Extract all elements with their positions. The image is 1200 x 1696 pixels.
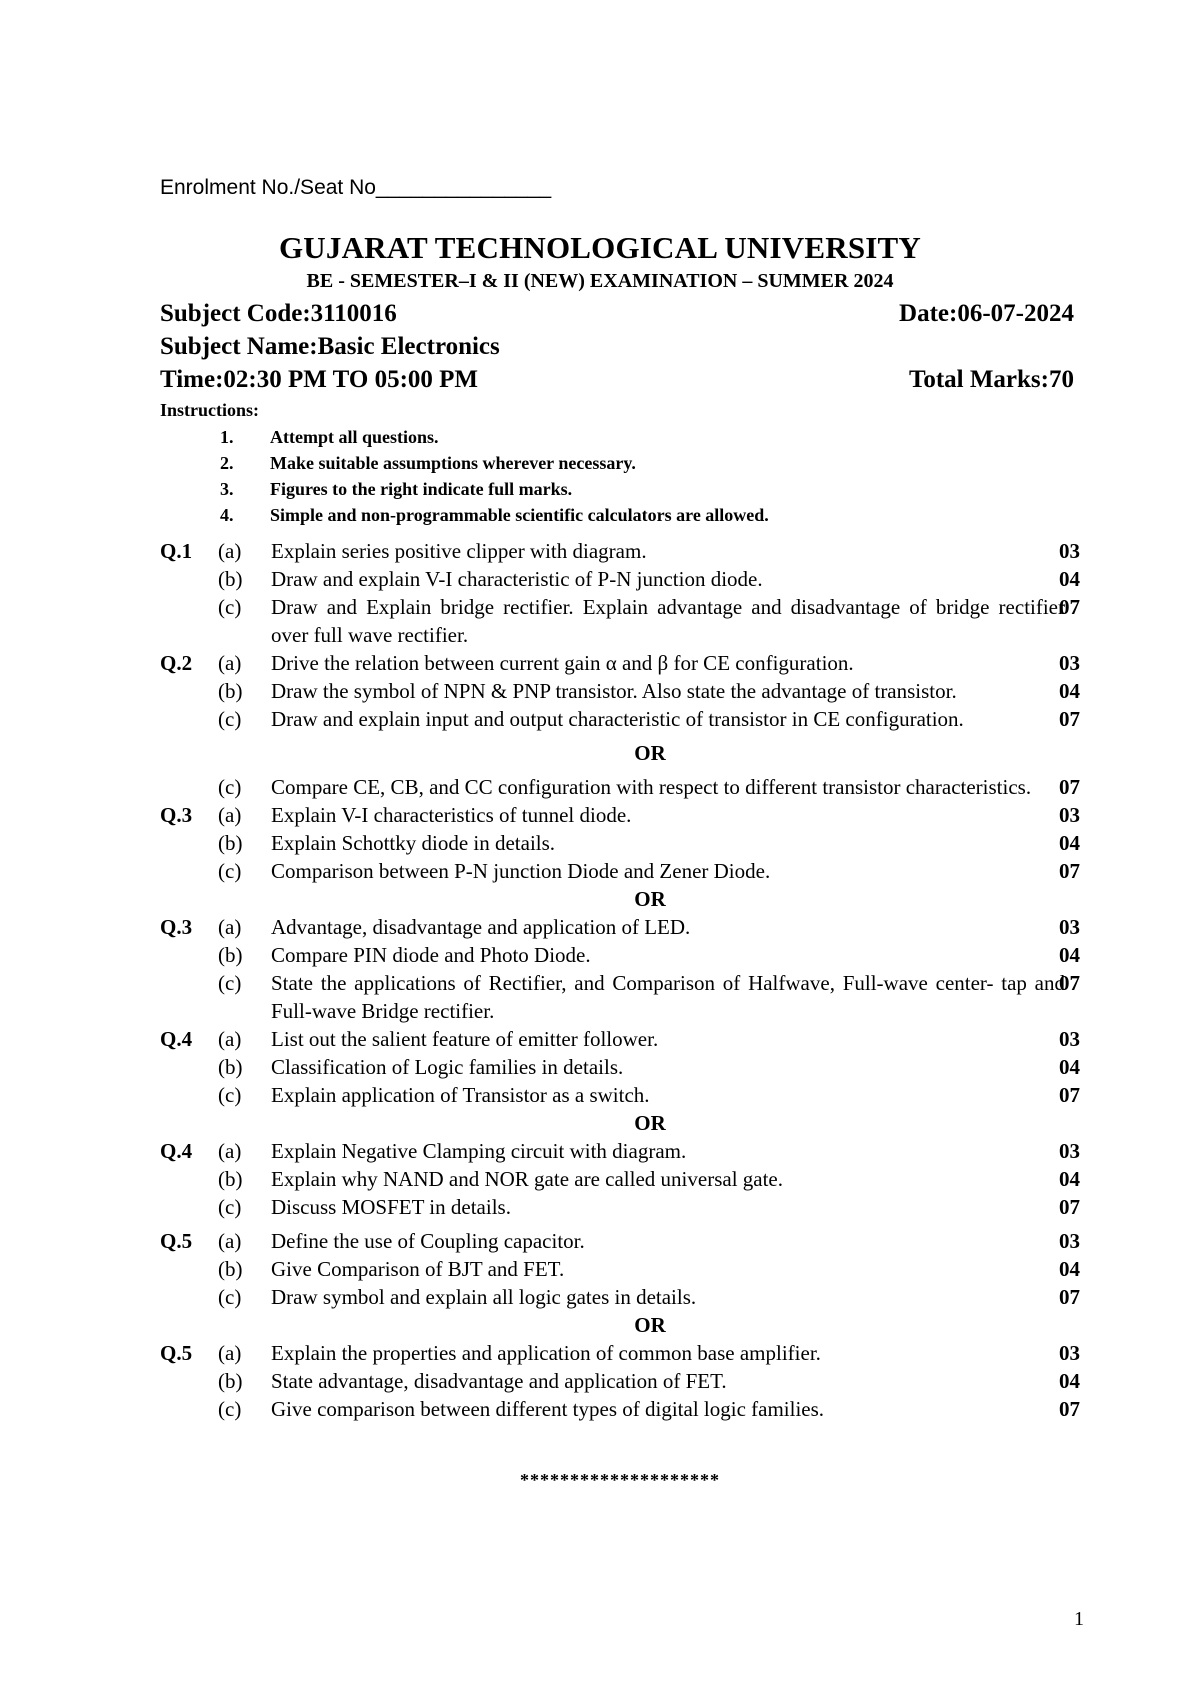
question-marks: 04 xyxy=(1059,943,1080,967)
questions-section xyxy=(160,537,1080,1423)
question-text: Explain series positive clipper with diagram. xyxy=(271,539,647,563)
question-number: Q.3 xyxy=(160,915,193,939)
or-separator: OR xyxy=(634,1111,666,1135)
question-part: (a) xyxy=(218,1341,242,1365)
instructions-title: Instructions: xyxy=(160,400,260,420)
end-of-paper-stars: ******************** xyxy=(520,1470,720,1490)
question-row xyxy=(160,1255,1080,1283)
question-part: (c) xyxy=(218,1083,242,1107)
question-text: Draw and Explain bridge rectifier. Explain advantage and disadvantage of bridge rectifier over full wave rectifier. xyxy=(271,595,1065,647)
question-text: Comparison between P-N junction Diode and Zener Diode. xyxy=(271,859,771,883)
question-marks: 03 xyxy=(1059,539,1080,563)
question-marks: 03 xyxy=(1059,1229,1080,1253)
question-marks: 07 xyxy=(1059,1285,1080,1309)
question-row xyxy=(160,1137,1080,1165)
exam-title: BE - SEMESTER–I & II (NEW) EXAMINATION – SUMMER 2024 xyxy=(306,270,894,292)
question-part: (b) xyxy=(218,1257,243,1281)
subject-name: Subject Name:Basic Electronics xyxy=(160,333,500,360)
question-marks: 04 xyxy=(1059,1167,1080,1191)
question-marks: 04 xyxy=(1059,679,1080,703)
question-text: Explain V-I characteristics of tunnel diode. xyxy=(271,803,632,827)
question-marks: 04 xyxy=(1059,1257,1080,1281)
question-marks: 07 xyxy=(1059,859,1080,883)
question-row xyxy=(160,1395,1080,1423)
or-separator: OR xyxy=(634,1313,666,1337)
question-row xyxy=(160,1367,1080,1395)
question-part: (b) xyxy=(218,943,243,967)
question-marks: 07 xyxy=(1059,1083,1080,1107)
question-number: Q.4 xyxy=(160,1027,193,1051)
question-text: Compare PIN diode and Photo Diode. xyxy=(271,943,591,967)
question-row xyxy=(160,1081,1080,1109)
question-text: State the applications of Rectifier, and Comparison of Halfwave, Full-wave center- tap and Full-wave Bridge rectifier. xyxy=(271,971,1065,1023)
question-part: (a) xyxy=(218,651,242,675)
university-title: GUJARAT TECHNOLOGICAL UNIVERSITY xyxy=(278,230,922,265)
question-text: Explain application of Transistor as a switch. xyxy=(271,1083,650,1107)
question-marks: 04 xyxy=(1059,831,1080,855)
question-part: (c) xyxy=(218,595,242,619)
question-row xyxy=(160,857,1080,885)
question-marks: 03 xyxy=(1059,1027,1080,1051)
enrolment-line: Enrolment No./Seat No_______________ xyxy=(160,176,552,199)
question-part: (b) xyxy=(218,1167,243,1191)
question-row xyxy=(160,1025,1080,1053)
instruction-item: 1. Attempt all questions. xyxy=(220,427,439,447)
question-row xyxy=(160,913,1080,941)
question-text: Discuss MOSFET in details. xyxy=(271,1195,511,1219)
question-text: Explain Negative Clamping circuit with diagram. xyxy=(271,1139,687,1163)
question-row xyxy=(160,1193,1080,1221)
question-number: Q.3 xyxy=(160,803,193,827)
question-part: (a) xyxy=(218,803,242,827)
question-part: (b) xyxy=(218,567,243,591)
instruction-item: 2. Make suitable assumptions wherever necessary. xyxy=(220,453,636,473)
question-marks: 04 xyxy=(1059,1369,1080,1393)
exam-time: Time:02:30 PM TO 05:00 PM xyxy=(160,366,479,393)
question-part: (a) xyxy=(218,539,242,563)
question-text: Explain Schottky diode in details. xyxy=(271,831,556,855)
question-row xyxy=(160,1227,1080,1255)
question-part: (c) xyxy=(218,859,242,883)
question-text: Draw and explain input and output characteristic of transistor in CE configuration. xyxy=(271,707,964,731)
question-row xyxy=(160,773,1080,801)
question-marks: 03 xyxy=(1059,651,1080,675)
question-text: Classification of Logic families in details. xyxy=(271,1055,624,1079)
question-number: Q.2 xyxy=(160,651,193,675)
question-number: Q.5 xyxy=(160,1229,193,1253)
instruction-item: 3. Figures to the right indicate full marks. xyxy=(220,479,573,499)
question-marks: 07 xyxy=(1059,595,1080,619)
question-text: Advantage, disadvantage and application of LED. xyxy=(271,915,691,939)
question-row xyxy=(160,1339,1080,1367)
question-part: (b) xyxy=(218,1055,243,1079)
question-part: (a) xyxy=(218,915,242,939)
question-text: Give comparison between different types of digital logic families. xyxy=(271,1397,825,1421)
question-part: (b) xyxy=(218,831,243,855)
header-row-code-date xyxy=(160,300,1074,328)
question-row xyxy=(160,537,1080,565)
question-row xyxy=(160,677,1080,705)
question-text: Explain the properties and application of common base amplifier. xyxy=(271,1341,821,1365)
question-row xyxy=(160,829,1080,857)
question-part: (c) xyxy=(218,1195,242,1219)
question-marks: 04 xyxy=(1059,567,1080,591)
question-part: (a) xyxy=(218,1229,242,1253)
question-part: (b) xyxy=(218,1369,243,1393)
question-row xyxy=(160,1053,1080,1081)
question-row xyxy=(160,801,1080,829)
question-text: Draw and explain V-I characteristic of P-N junction diode. xyxy=(271,567,763,591)
or-separator: OR xyxy=(634,887,666,911)
question-part: (c) xyxy=(218,1285,242,1309)
question-text: State advantage, disadvantage and application of FET. xyxy=(271,1369,727,1393)
question-row xyxy=(160,565,1080,593)
question-part: (c) xyxy=(218,971,242,995)
question-text: Draw symbol and explain all logic gates in details. xyxy=(271,1285,697,1309)
question-marks: 07 xyxy=(1059,1195,1080,1219)
question-text: Draw the symbol of NPN & PNP transistor. Also state the advantage of transistor. xyxy=(271,679,957,703)
question-text: Give Comparison of BJT and FET. xyxy=(271,1257,565,1281)
question-row xyxy=(160,649,1080,677)
header-row-subject xyxy=(160,333,1074,361)
question-row xyxy=(160,705,1080,733)
question-number: Q.5 xyxy=(160,1341,193,1365)
question-marks: 04 xyxy=(1059,1055,1080,1079)
question-part: (a) xyxy=(218,1139,242,1163)
question-marks: 03 xyxy=(1059,1139,1080,1163)
question-marks: 07 xyxy=(1059,775,1080,799)
question-marks: 03 xyxy=(1059,915,1080,939)
question-text: Drive the relation between current gain α and β for CE configuration. xyxy=(271,651,854,675)
question-text: Compare CE, CB, and CC configuration with respect to different transistor characteristics. xyxy=(271,775,1032,799)
question-marks: 03 xyxy=(1059,803,1080,827)
question-text: Explain why NAND and NOR gate are called universal gate. xyxy=(271,1167,783,1191)
question-row xyxy=(160,593,1080,649)
instruction-item: 4. Simple and non-programmable scientific calculators are allowed. xyxy=(220,505,769,525)
question-marks: 07 xyxy=(1059,1397,1080,1421)
question-marks: 07 xyxy=(1059,971,1080,995)
question-number: Q.4 xyxy=(160,1139,193,1163)
exam-date: Date:06-07-2024 xyxy=(899,300,1074,327)
page-number: 1 xyxy=(1074,1608,1084,1630)
question-part: (c) xyxy=(218,1397,242,1421)
total-marks: Total Marks:70 xyxy=(908,366,1074,393)
question-text: Define the use of Coupling capacitor. xyxy=(271,1229,585,1253)
question-row xyxy=(160,969,1080,1025)
question-part: (c) xyxy=(218,707,242,731)
question-row xyxy=(160,1283,1080,1311)
question-text: List out the salient feature of emitter follower. xyxy=(271,1027,659,1051)
question-part: (a) xyxy=(218,1027,242,1051)
header-row-time-marks xyxy=(160,366,1074,394)
instructions-list xyxy=(220,424,769,528)
question-number: Q.1 xyxy=(160,539,193,563)
or-separator: OR xyxy=(634,741,666,765)
question-row xyxy=(160,941,1080,969)
question-marks: 07 xyxy=(1059,707,1080,731)
question-part: (c) xyxy=(218,775,242,799)
question-marks: 03 xyxy=(1059,1341,1080,1365)
question-row xyxy=(160,1165,1080,1193)
question-part: (b) xyxy=(218,679,243,703)
subject-code: Subject Code:3110016 xyxy=(160,300,397,327)
